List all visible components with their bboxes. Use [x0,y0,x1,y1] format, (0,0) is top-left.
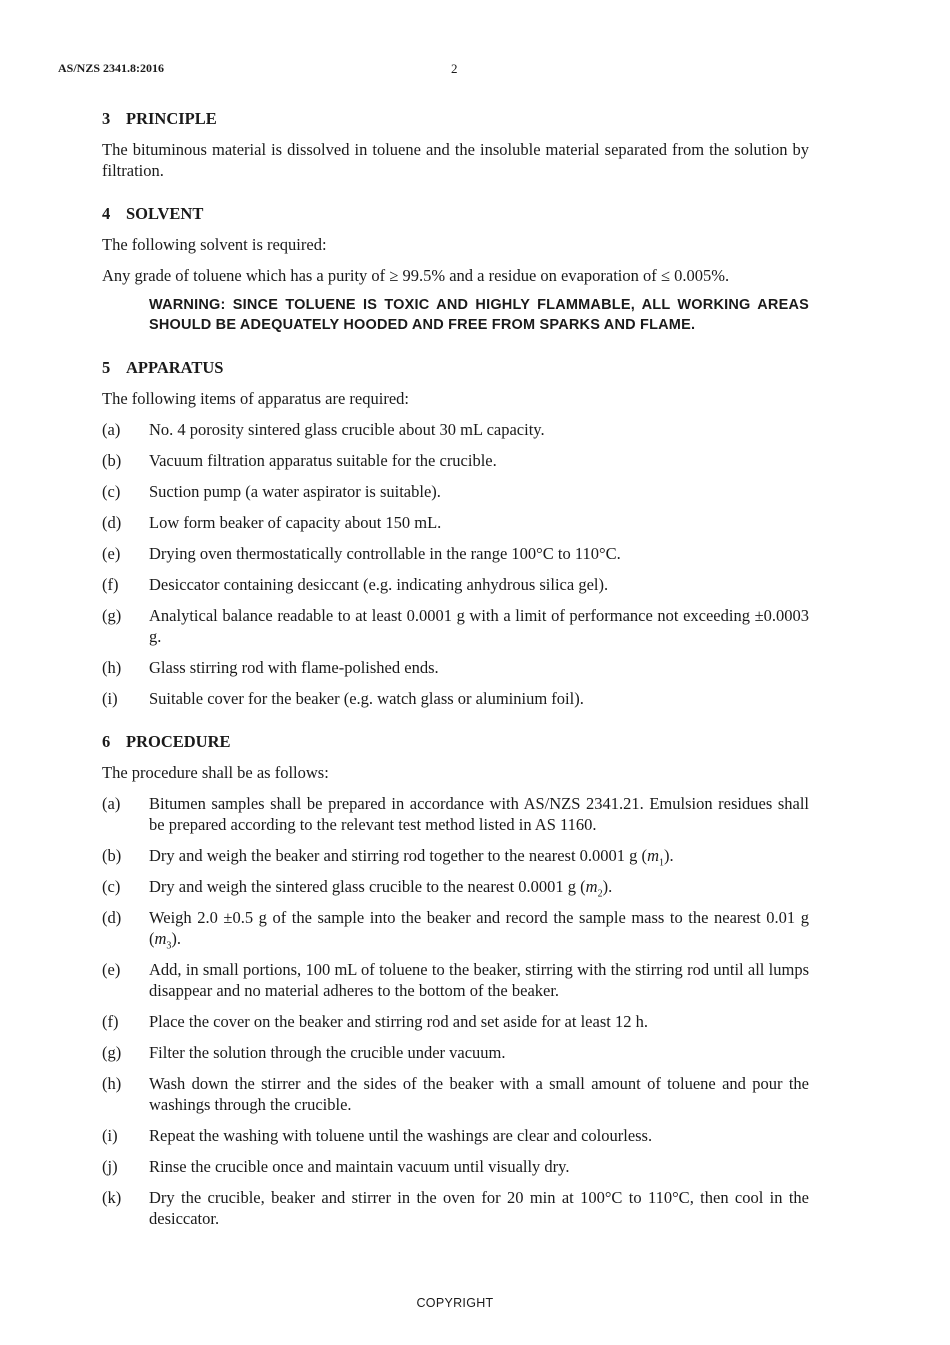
list-item-text: Filter the solution through the crucible under vacuum. [149,1043,506,1062]
list-item-text: Bitumen samples shall be prepared in accordance with AS/NZS 2341.21. Emulsion residues shall be prepared according to the relevant test method listed in AS 1160. [149,794,809,834]
list-item-label: (d) [102,908,122,927]
mass-subscript: 2 [597,888,603,900]
list-item-text: Drying oven thermostatically controllable in the range 100°C to 110°C. [149,544,621,563]
list-item-text: No. 4 porosity sintered glass crucible about 30 mL capacity. [149,420,545,439]
apparatus-intro: The following items of apparatus are required: [102,389,409,408]
list-item-label: (k) [102,1188,122,1207]
list-item-text: Place the cover on the beaker and stirring rod and set aside for at least 12 h. [149,1012,648,1031]
list-item [102,481,809,502]
section-title: APPARATUS [126,358,224,377]
section-number: 4 [102,204,111,223]
list-item [102,1042,809,1063]
solvent-intro: The following solvent is required: [102,235,327,254]
list-item-label: (b) [102,451,122,470]
list-item-label: (f) [102,575,119,594]
list-item [102,1125,809,1146]
list-item-label: (e) [102,960,121,979]
document-body [102,108,809,1251]
section-heading [102,731,809,752]
mass-variable: m [647,846,659,865]
list-item-text: Analytical balance readable to at least 0.0001 g with a limit of performance not exceeding ±0.0003 g. [149,606,809,646]
list-item-text: Repeat the washing with toluene until the washings are clear and colourless. [149,1126,653,1145]
list-item-label: (f) [102,1012,119,1031]
mass-variable: m [154,929,167,948]
list-item-label: (i) [102,689,118,708]
section-number: 3 [102,109,111,128]
list-item-text: Vacuum filtration apparatus suitable for the crucible. [149,451,497,470]
list-item-label: (a) [102,420,121,439]
section-procedure [102,731,809,1229]
section-title: PRINCIPLE [126,109,217,128]
section-principle [102,108,809,181]
mass-subscript: 1 [658,857,664,869]
list-item [102,1011,809,1032]
list-item-label: (h) [102,658,122,677]
section-number: 5 [102,358,111,377]
page-number: 2 [451,61,458,76]
list-item [102,959,809,1001]
list-item [102,793,809,835]
procedure-intro: The procedure shall be as follows: [102,763,329,782]
list-item [102,657,809,678]
section-title: PROCEDURE [126,732,231,751]
list-item [102,605,809,647]
list-item-label: (i) [102,1126,118,1145]
list-item-label: (a) [102,794,121,813]
list-item-text: Dry the crucible, beaker and stirrer in the oven for 20 min at 100°C to 110°C, then cool in the desiccator. [149,1188,809,1228]
section-heading [102,357,809,378]
list-item-text: Low form beaker of capacity about 150 mL. [149,513,442,532]
section-solvent [102,203,809,335]
list-item-text: Add, in small portions, 100 mL of toluene to the beaker, stirring with the stirring rod until all lumps disappear and no material adheres to the bottom of the beaker. [149,960,809,1000]
section-heading [102,203,809,224]
section-title: SOLVENT [126,204,204,223]
copyright-footer: COPYRIGHT [416,1296,494,1310]
list-item [102,512,809,533]
list-item-label: (c) [102,482,121,501]
list-item-label: (h) [102,1074,122,1093]
list-item [102,574,809,595]
list-item-text: Desiccator containing desiccant (e.g. indicating anhydrous silica gel). [149,575,609,594]
list-item [102,543,809,564]
list-item-text: Dry and weigh the beaker and stirring rod together to the nearest 0.0001 g $(m_1)$. [149,846,674,869]
list-item-text: Rinse the crucible once and maintain vacuum until visually dry. [149,1157,570,1176]
list-item-text: Suction pump (a water aspirator is suitable). [149,482,441,501]
solvent-paragraph: Any grade of toluene which has a purity of ≥ 99.5% and a residue on evaporation of ≤ 0.005%. [102,266,730,285]
list-item [102,845,809,869]
section-number: 6 [102,732,111,751]
list-item [102,1156,809,1177]
principle-paragraph: The bituminous material is dissolved in toluene and the insoluble material separated from the solution by filtration. [102,140,809,180]
section-apparatus [102,357,809,709]
list-item-label: (g) [102,1043,122,1062]
warning-note: WARNING: SINCE TOLUENE IS TOXIC AND HIGHLY FLAMMABLE, ALL WORKING AREAS SHOULD BE ADEQUATELY HOODED AND FREE FROM SPARKS AND FLAME. [149,297,809,333]
list-item [102,688,809,709]
list-item-text: Suitable cover for the beaker (e.g. watch glass or aluminium foil). [149,689,584,708]
list-item-label: (d) [102,513,122,532]
list-item-text: Wash down the stirrer and the sides of the beaker with a small amount of toluene and pour the washings through the crucible. [149,1074,809,1114]
list-item [102,876,809,900]
list-item-label: (g) [102,606,122,625]
list-item-label: (e) [102,544,121,563]
list-item-label: (b) [102,846,122,865]
list-item [102,450,809,471]
list-item-text: Glass stirring rod with flame-polished ends. [149,658,439,677]
standard-number: AS/NZS 2341.8:2016 [58,61,165,75]
mass-subscript: 3 [166,940,172,952]
list-item-label: (j) [102,1157,118,1176]
list-item-text: Dry and weigh the sintered glass crucible to the nearest 0.0001 g $(m_2)$. [149,877,613,900]
list-item [102,1073,809,1115]
mass-variable: m [585,877,598,896]
list-item [102,419,809,440]
list-item-label: (c) [102,877,121,896]
list-item [102,1187,809,1229]
section-heading [102,108,809,129]
list-item [102,907,809,952]
list-item-text: Weigh 2.0 ±0.5 g of the sample into the beaker and record the sample mass to the nearest 0.01 g $(m_3)$. [149,908,809,952]
